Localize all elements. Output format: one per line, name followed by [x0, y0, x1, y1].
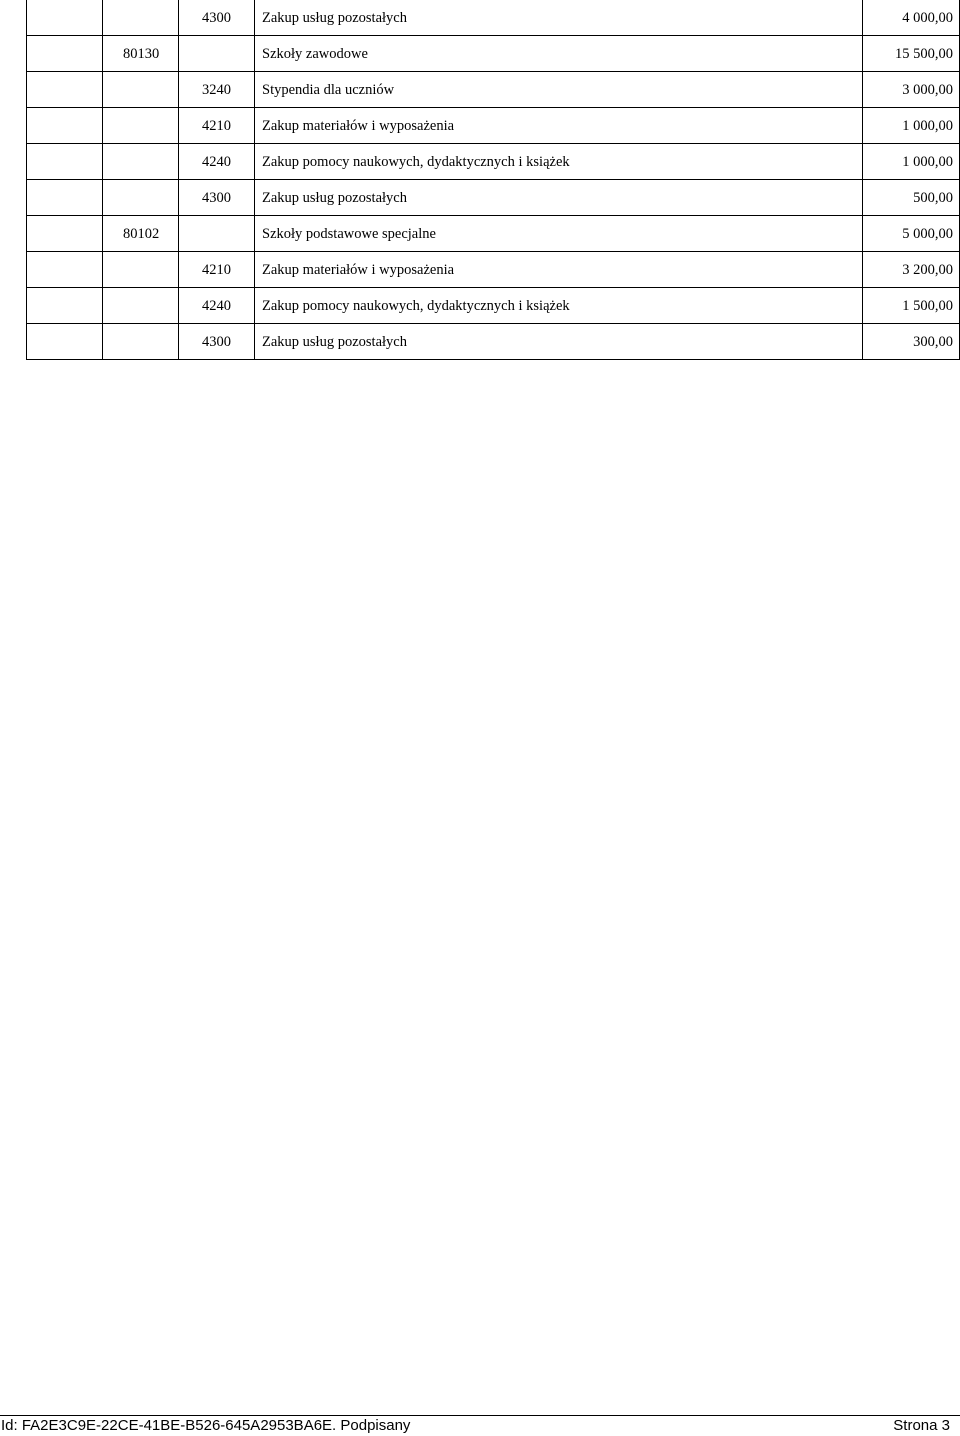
cell-paragraf: 4300 [179, 0, 255, 36]
table-row [27, 144, 960, 180]
cell-paragraf: 4240 [179, 144, 255, 180]
cell-kwota: 1 000,00 [863, 108, 960, 144]
cell-kwota: 3 000,00 [863, 72, 960, 108]
cell-kwota: 500,00 [863, 180, 960, 216]
cell-rozdzial [103, 108, 179, 144]
table-row [27, 0, 960, 36]
cell-kwota: 4 000,00 [863, 0, 960, 36]
cell-kwota: 5 000,00 [863, 216, 960, 252]
cell-rozdzial [103, 288, 179, 324]
cell-paragraf: 4240 [179, 288, 255, 324]
cell-opis: Zakup materiałów i wyposażenia [255, 108, 863, 144]
budget-table [26, 0, 960, 360]
cell-kwota: 300,00 [863, 324, 960, 360]
cell-opis: Zakup usług pozostałych [255, 180, 863, 216]
cell-dzial [27, 108, 103, 144]
cell-paragraf [179, 216, 255, 252]
cell-opis: Szkoły zawodowe [255, 36, 863, 72]
cell-dzial [27, 324, 103, 360]
cell-rozdzial: 80102 [103, 216, 179, 252]
cell-opis: Zakup materiałów i wyposażenia [255, 252, 863, 288]
page-footer [0, 1416, 960, 1436]
cell-kwota: 3 200,00 [863, 252, 960, 288]
cell-paragraf: 4300 [179, 324, 255, 360]
cell-paragraf: 4210 [179, 252, 255, 288]
cell-paragraf: 3240 [179, 72, 255, 108]
cell-opis: Stypendia dla uczniów [255, 72, 863, 108]
cell-opis: Zakup usług pozostałych [255, 324, 863, 360]
cell-paragraf [179, 36, 255, 72]
table-row [27, 324, 960, 360]
cell-dzial [27, 252, 103, 288]
cell-paragraf: 4210 [179, 108, 255, 144]
page-number: Strona 3 [893, 1417, 950, 1434]
table-row [27, 36, 960, 72]
cell-dzial [27, 216, 103, 252]
cell-dzial [27, 288, 103, 324]
cell-rozdzial [103, 0, 179, 36]
table-row [27, 72, 960, 108]
cell-opis: Zakup pomocy naukowych, dydaktycznych i książek [255, 144, 863, 180]
table-row [27, 288, 960, 324]
cell-rozdzial [103, 144, 179, 180]
cell-dzial [27, 0, 103, 36]
cell-kwota: 1 500,00 [863, 288, 960, 324]
document-id: Id: FA2E3C9E-22CE-41BE-B526-645A2953BA6E. Podpisany [1, 1417, 411, 1434]
table-row [27, 108, 960, 144]
table-row [27, 252, 960, 288]
budget-table-body [27, 0, 960, 360]
cell-dzial [27, 72, 103, 108]
cell-rozdzial [103, 252, 179, 288]
table-row [27, 180, 960, 216]
cell-dzial [27, 144, 103, 180]
cell-dzial [27, 36, 103, 72]
cell-dzial [27, 180, 103, 216]
cell-opis: Zakup usług pozostałych [255, 0, 863, 36]
cell-rozdzial [103, 324, 179, 360]
cell-opis: Zakup pomocy naukowych, dydaktycznych i książek [255, 288, 863, 324]
cell-kwota: 1 000,00 [863, 144, 960, 180]
cell-paragraf: 4300 [179, 180, 255, 216]
cell-rozdzial [103, 180, 179, 216]
cell-kwota: 15 500,00 [863, 36, 960, 72]
cell-rozdzial [103, 72, 179, 108]
cell-opis: Szkoły podstawowe specjalne [255, 216, 863, 252]
cell-rozdzial: 80130 [103, 36, 179, 72]
table-row [27, 216, 960, 252]
